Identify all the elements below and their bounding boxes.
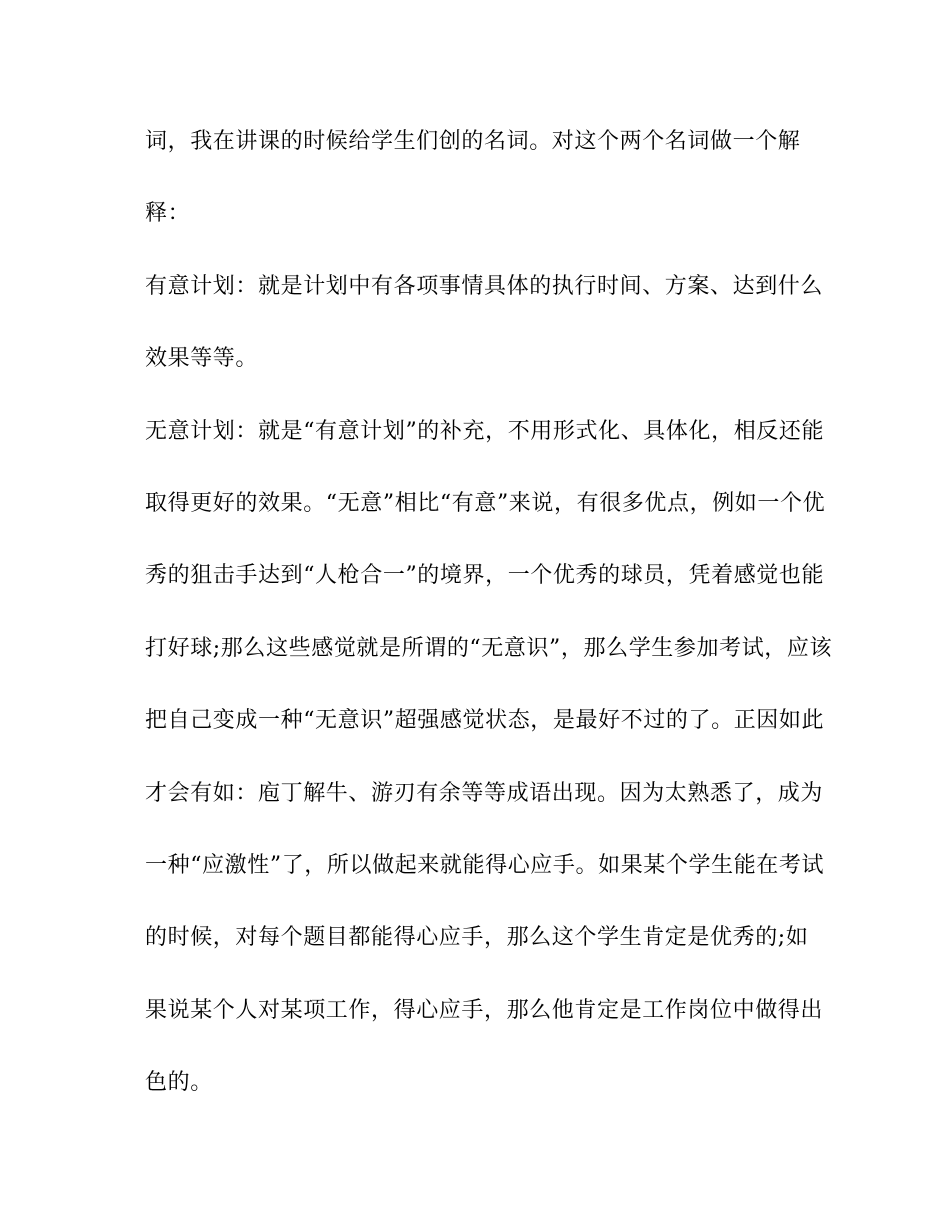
text-line: 词，我在讲课的时候给学生们创的名词。对这个两个名词做一个解 xyxy=(145,129,801,154)
text-line: 色的。 xyxy=(145,1070,213,1096)
text-line: 秀的狙击手达到“人枪合一”的境界，一个优秀的球员，凭着感觉也能 xyxy=(145,563,825,589)
text-line: 效果等等。 xyxy=(145,346,259,372)
text-line: 取得更好的效果。“无意”相比“有意”来说，有很多优点，例如一个优 xyxy=(145,490,826,516)
body-text xyxy=(145,118,833,1131)
text-line: 才会有如：庖丁解牛、游刃有余等等成语出现。因为太熟悉了，成为 xyxy=(145,780,824,806)
text-line: 无意计划：就是“有意计划”的补充，不用形式化、具体化，相反还能 xyxy=(145,418,825,444)
text-line: 一种“应激性”了，所以做起来就能得心应手。如果某个学生能在考试 xyxy=(145,852,825,878)
text-line: 有意计划：就是计划中有各项事情具体的执行时间、方案、达到什么 xyxy=(145,273,824,299)
text-line: 打好球;那么这些感觉就是所谓的“无意识”，那么学生参加考试，应该 xyxy=(145,635,833,661)
text-line: 把自己变成一种“无意识”超强感觉状态，是最好不过的了。正因如此 xyxy=(145,708,825,734)
text-line: 释： xyxy=(145,201,191,227)
text-line: 果说某个人对某项工作，得心应手，那么他肯定是工作岗位中做得出 xyxy=(145,997,824,1023)
text-line: 的时候，对每个题目都能得心应手，那么这个学生肯定是优秀的;如 xyxy=(145,925,809,951)
